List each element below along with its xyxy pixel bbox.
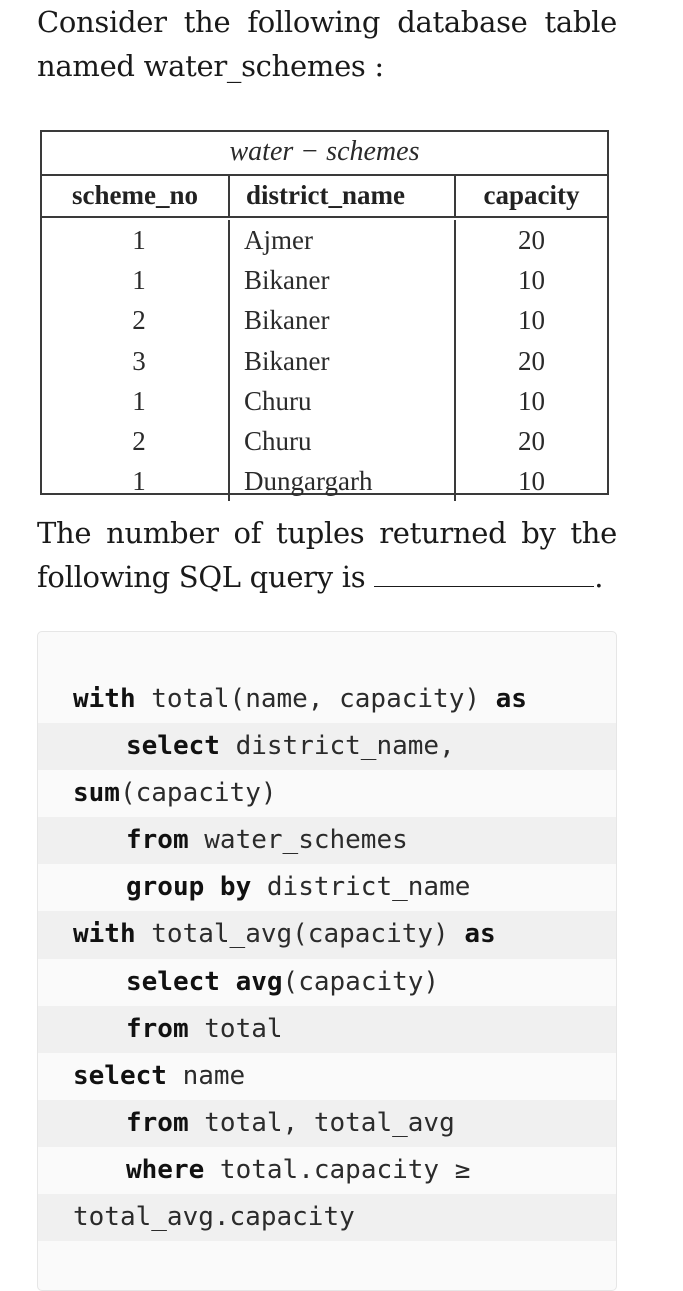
cell-district-name: Bikaner [230,300,456,340]
code-line [38,1194,616,1241]
code-line [38,959,616,1006]
table-header-row [42,176,607,218]
code-text: total(name, capacity) [135,684,496,714]
code-text: water_schemes [188,825,408,856]
code-text: (capacity) [119,778,277,809]
code-text [220,967,236,997]
code-text: total, total_avg [188,1107,455,1138]
code-line [38,770,616,817]
code-keyword: with [73,684,136,714]
table-body [42,218,607,501]
header-district-name: district_name [230,176,456,216]
header-capacity: capacity [483,180,580,210]
cell-capacity: 20 [518,225,545,255]
water-schemes-table [40,130,609,495]
code-line [38,911,616,958]
code-line [38,1147,616,1194]
code-line [38,1053,616,1100]
code-text: (capacity) [282,966,440,997]
table-title: water − schemes [42,132,607,176]
code-line [38,817,616,864]
table-row [42,421,607,461]
cell-capacity: 20 [518,425,545,456]
cell-scheme-no: 1 [42,260,230,300]
cell-scheme-no: 3 [42,341,230,381]
code-line [38,864,616,911]
code-keyword: sum [73,778,120,809]
code-text: name [166,1060,246,1091]
code-keyword: select [126,966,220,997]
cell-capacity: 10 [518,385,545,416]
code-keyword: from [126,1013,189,1044]
cell-district-name: Churu [230,381,456,421]
cell-capacity: 20 [518,345,545,376]
code-keyword: where [126,1154,205,1185]
cell-capacity: 10 [518,466,545,497]
table-row [42,381,607,421]
code-text: total_avg(capacity) [135,919,465,950]
code-keyword: with [73,919,136,950]
code-keyword: from [126,1107,189,1138]
question-end-punct: . [594,560,604,594]
code-line [38,676,616,723]
cell-district-name: Bikaner [230,260,456,300]
cell-district-name: Dungargarh [230,461,456,501]
cell-scheme-no: 1 [42,461,230,501]
answer-blank [374,560,594,587]
cell-capacity: 10 [518,305,545,336]
intro-paragraph: Consider the following database table named water_schemes : [37,5,617,83]
table-row [42,300,607,340]
code-line [38,1006,616,1053]
code-text: total_avg.capacity [73,1202,355,1233]
code-line [38,723,616,770]
table-row [42,220,607,260]
table-row [42,341,607,381]
code-keyword: select [73,1060,167,1091]
cell-scheme-no: 2 [42,421,230,461]
code-lines [38,676,616,1241]
cell-scheme-no: 1 [42,381,230,421]
question-paragraph [37,511,617,599]
code-keyword: as [464,919,496,950]
cell-district-name: Bikaner [230,341,456,381]
cell-district-name: Churu [230,421,456,461]
cell-scheme-no: 2 [42,300,230,340]
sql-code-block [37,631,617,1291]
cell-district-name: Ajmer [230,220,456,260]
code-keyword: group by [126,872,252,903]
table-row [42,461,607,501]
table-row [42,260,607,300]
code-text: total.capacity ≥ [204,1154,471,1185]
code-text: total [188,1013,283,1044]
question-text: The number of tuples returned by the following SQL query is [37,516,617,594]
code-keyword: as [495,684,527,714]
cell-scheme-no: 1 [42,220,230,260]
header-scheme-no: scheme_no [42,176,230,216]
code-keyword: avg [235,966,283,997]
code-line [38,1100,616,1147]
code-keyword: from [126,825,189,856]
code-text: district_name [251,872,471,903]
code-text: district_name, [219,731,455,762]
cell-capacity: 10 [518,265,545,296]
code-keyword: select [126,731,220,762]
